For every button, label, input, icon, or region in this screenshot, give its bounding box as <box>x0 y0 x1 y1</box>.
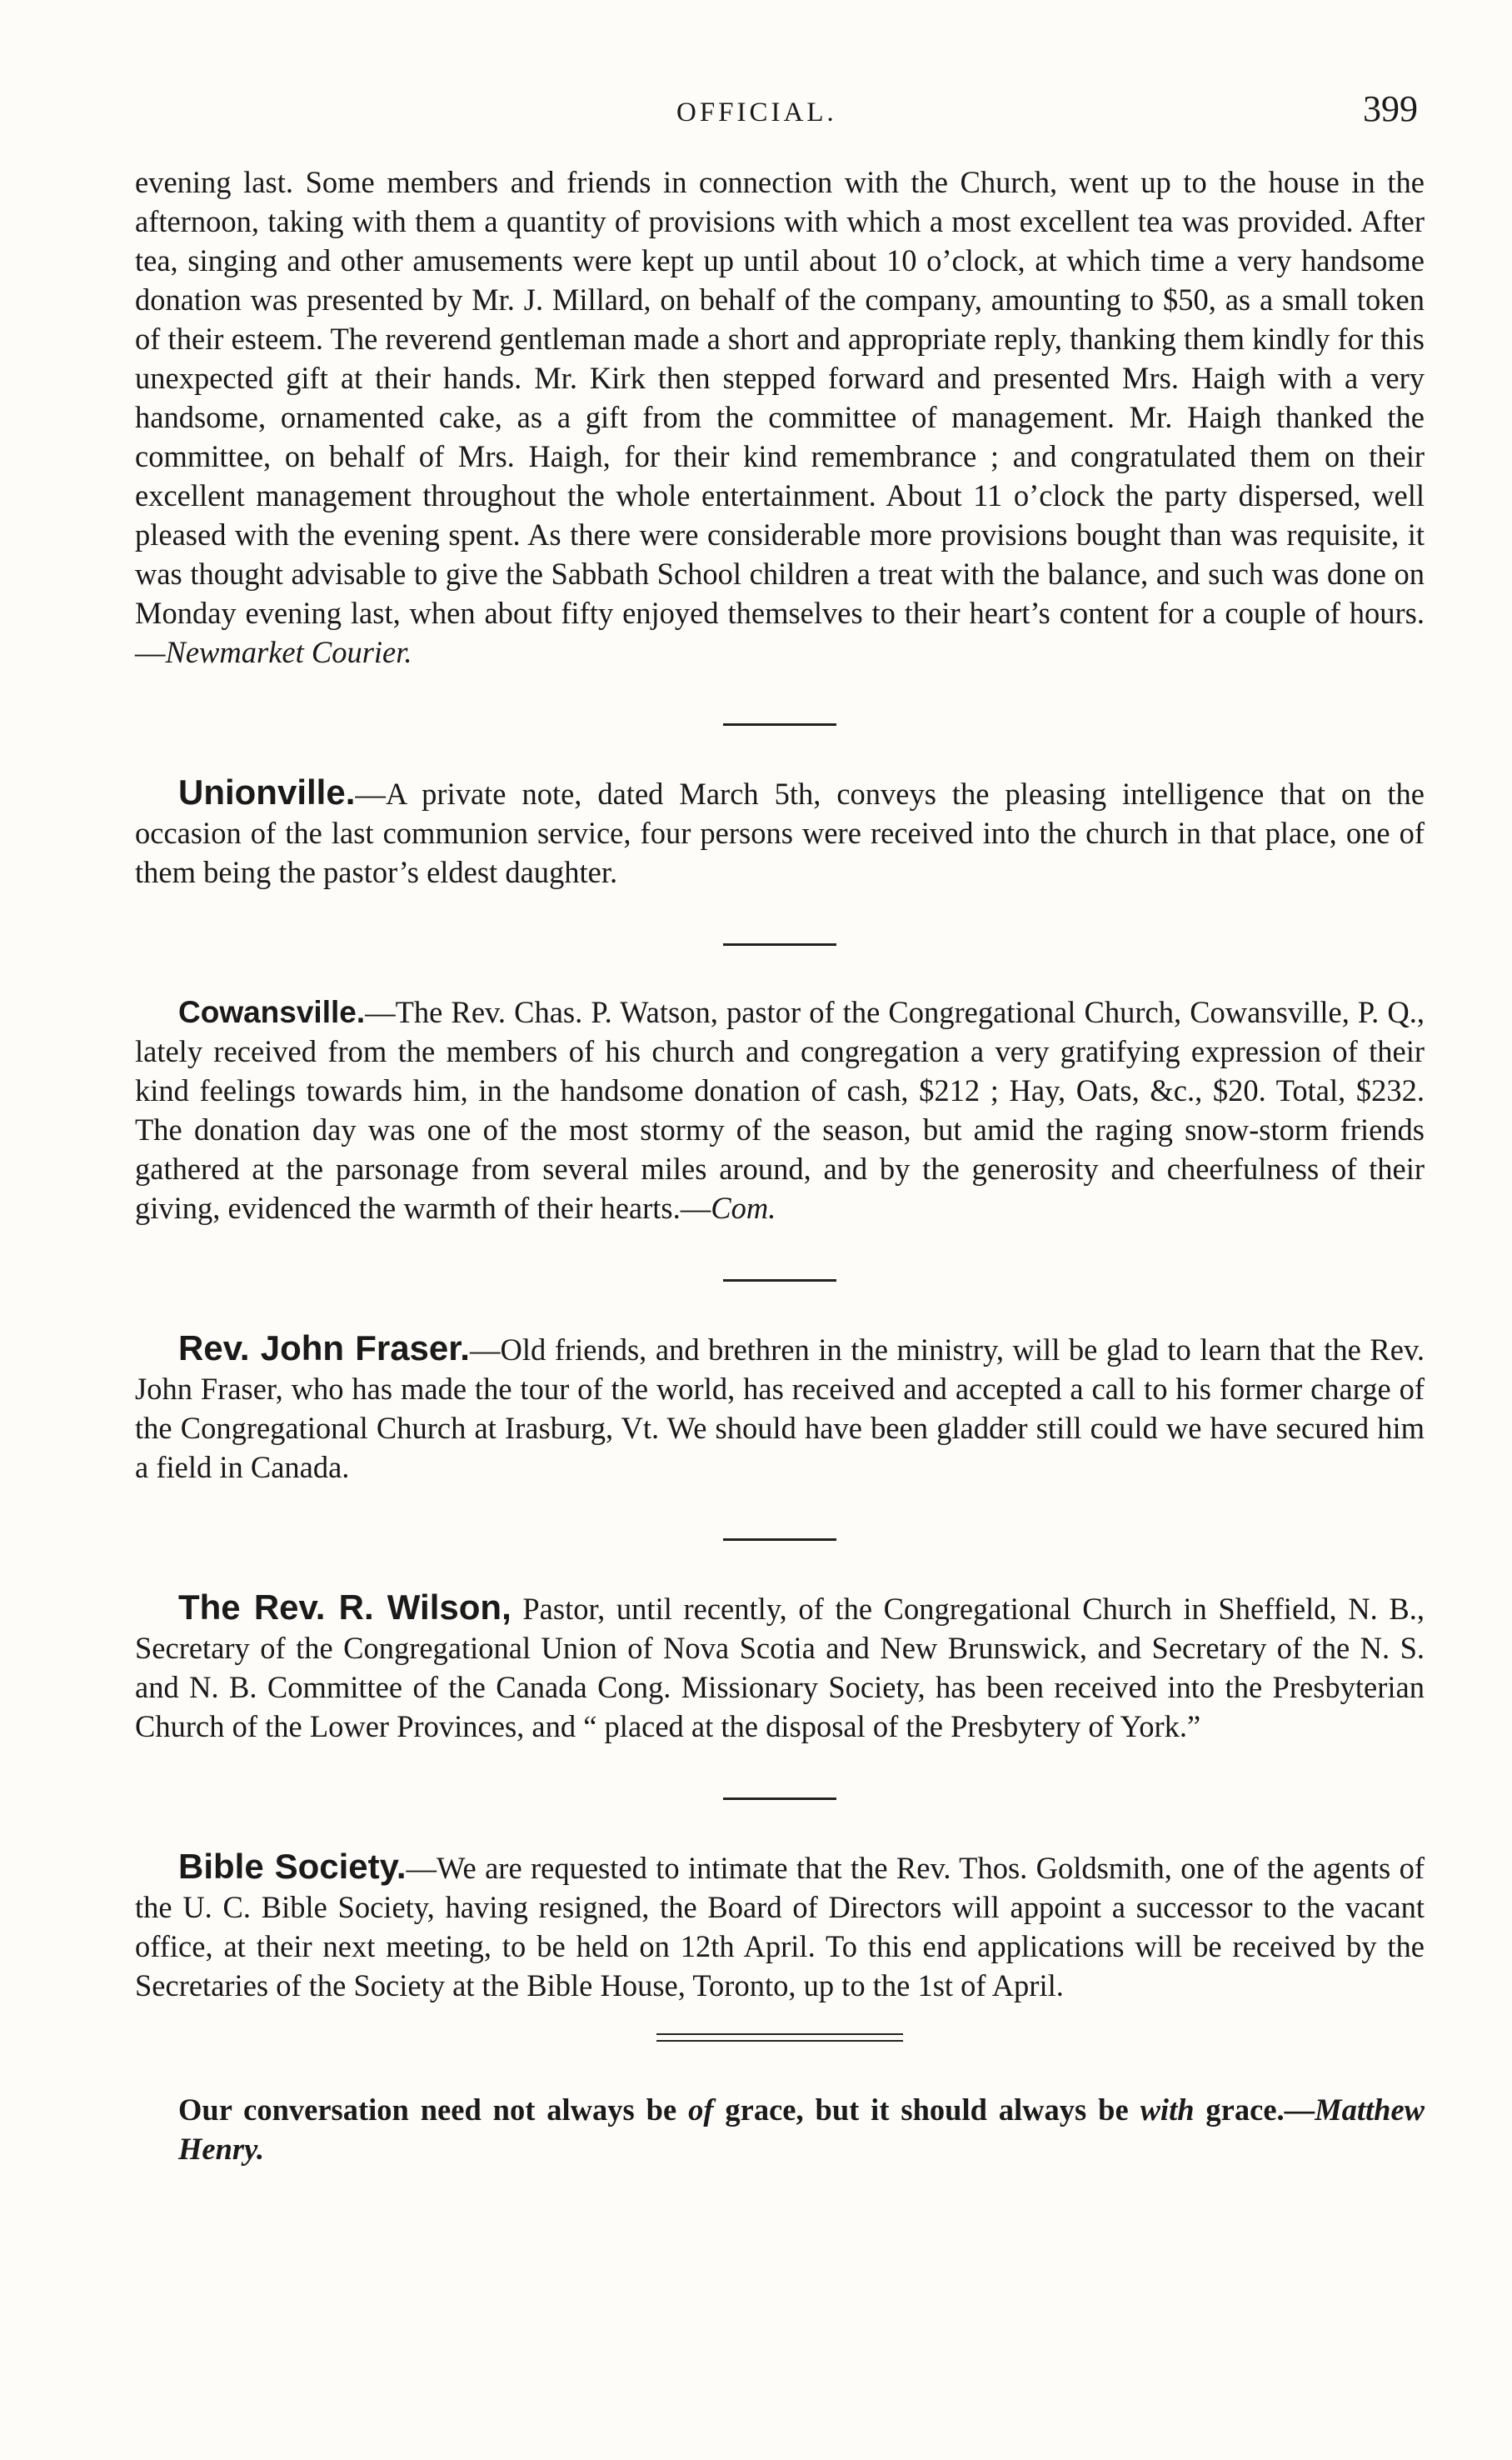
section-divider <box>723 1798 836 1800</box>
article-body: —Old friends, and brethren in the ministry, will be glad to learn that the Rev. John Fraser, who has made the tour of the world, has received and accepted a call to his former charge of the Congregational Church at Irasburg, Vt. We should have been gladder still could we have secured him a field in Canada. <box>135 1332 1425 1484</box>
double-divider <box>656 2033 903 2047</box>
page-number: 399 <box>1363 88 1418 129</box>
article-source: Com. <box>711 1191 776 1225</box>
section-divider <box>723 723 836 726</box>
page <box>135 88 1425 2168</box>
article-body: —The Rev. Chas. P. Watson, pastor of the Congregational Church, Cowansville, P. Q., lately received from the members of his church and congregation a very gratifying expression of their kind feelings towards him, in the handsome donation of cash, $212 ; Hay, Oats, &c., $20. Total, $232. The donation day was one of the most stormy of the season, but amid the raging snow-storm friends gathered at the parsonage from several miles around, and by the generosity and cheerfulness of their giving, evidenced the warmth of their hearts.— <box>135 995 1425 1225</box>
quote-author: Matthew Henry. <box>178 2092 1425 2166</box>
article-fraser <box>135 1328 1425 1487</box>
section-divider <box>723 1538 836 1541</box>
article-lead: Unionville. <box>178 772 356 812</box>
article-unionville <box>135 772 1425 892</box>
article-body: Pastor, until recently, of the Congregational Church in Sheffield, N. B., Secretary of the Congregational Union of Nova Scotia and New Brunswick, and Secretary of the N. S. and N. B. Committee of the Canada Cong. Missionary Society, has been received into the Presbyterian Church of the Lower Provinces, and “ placed at the disposal of the Presbytery of York.” <box>135 1592 1425 1743</box>
article-body: evening last. Some members and friends in connection with the Church, went up to the house in the afternoon, taking with them a quantity of provisions with which a most excellent tea was provided. After tea, singing and other amusements were kept up until about 10 o’clock, at which time a very handsome donation was presented by Mr. J. Millard, on behalf of the company, amounting to $50, as a small token of their esteem. The reverend gentleman made a short and appropriate reply, thanking them kindly for this unexpected gift at their hands. Mr. Kirk then stepped forward and presented Mrs. Haigh with a very handsome, ornamented cake, as a gift from the committee of management. Mr. Haigh thanked the committee, on behalf of Mrs. Haigh, for their kind remembrance ; and congratulated them on their excellent management throughout the whole entertainment. About 11 o’clock the party dispersed, well pleased with the evening spent. As there were considerable more provisions bought than was requisite, it was thought advisable to give the Sabbath School children a treat with the balance, and such was done on Monday evening last, when about fifty enjoyed themselves to their heart’s content for a couple of hours.— <box>135 165 1425 669</box>
article-bible-society <box>135 1847 1425 2005</box>
article-source: Newmarket Courier. <box>165 635 412 669</box>
article-body: —A private note, dated March 5th, conveys the pleasing intelligence that on the occasion of the last communion service, four persons were received into the church in that place, one of them being the pastor’s eldest daughter. <box>135 777 1425 889</box>
article-lead: The Rev. R. Wilson, <box>178 1588 511 1627</box>
article-newmarket <box>135 162 1425 672</box>
article-cowansville <box>135 992 1425 1228</box>
article-wilson <box>135 1588 1425 1746</box>
section-divider <box>723 1279 836 1282</box>
article-body: —We are requested to intimate that the Rev. Thos. Goldsmith, one of the agents of the U. C. Bible Society, having resigned, the Board of Directors will appoint a successor to the vacant office, at their next meeting, to be held on 12th April. To this end applications will be received by the Secretaries of the Society at the Bible House, Toronto, up to the 1st of April. <box>135 1851 1425 2002</box>
article-lead: Rev. John Fraser. <box>178 1328 470 1368</box>
closing-quote: Our conversation need not always be of grace, but it should always be with grace.—Matthew Henry. <box>178 2092 1425 2166</box>
running-title: OFFICIAL. <box>676 98 837 128</box>
article-lead: Bible Society. <box>178 1847 407 1886</box>
section-divider <box>723 943 836 946</box>
page-header <box>135 88 1425 162</box>
article-lead: Cowansville. <box>178 995 366 1029</box>
